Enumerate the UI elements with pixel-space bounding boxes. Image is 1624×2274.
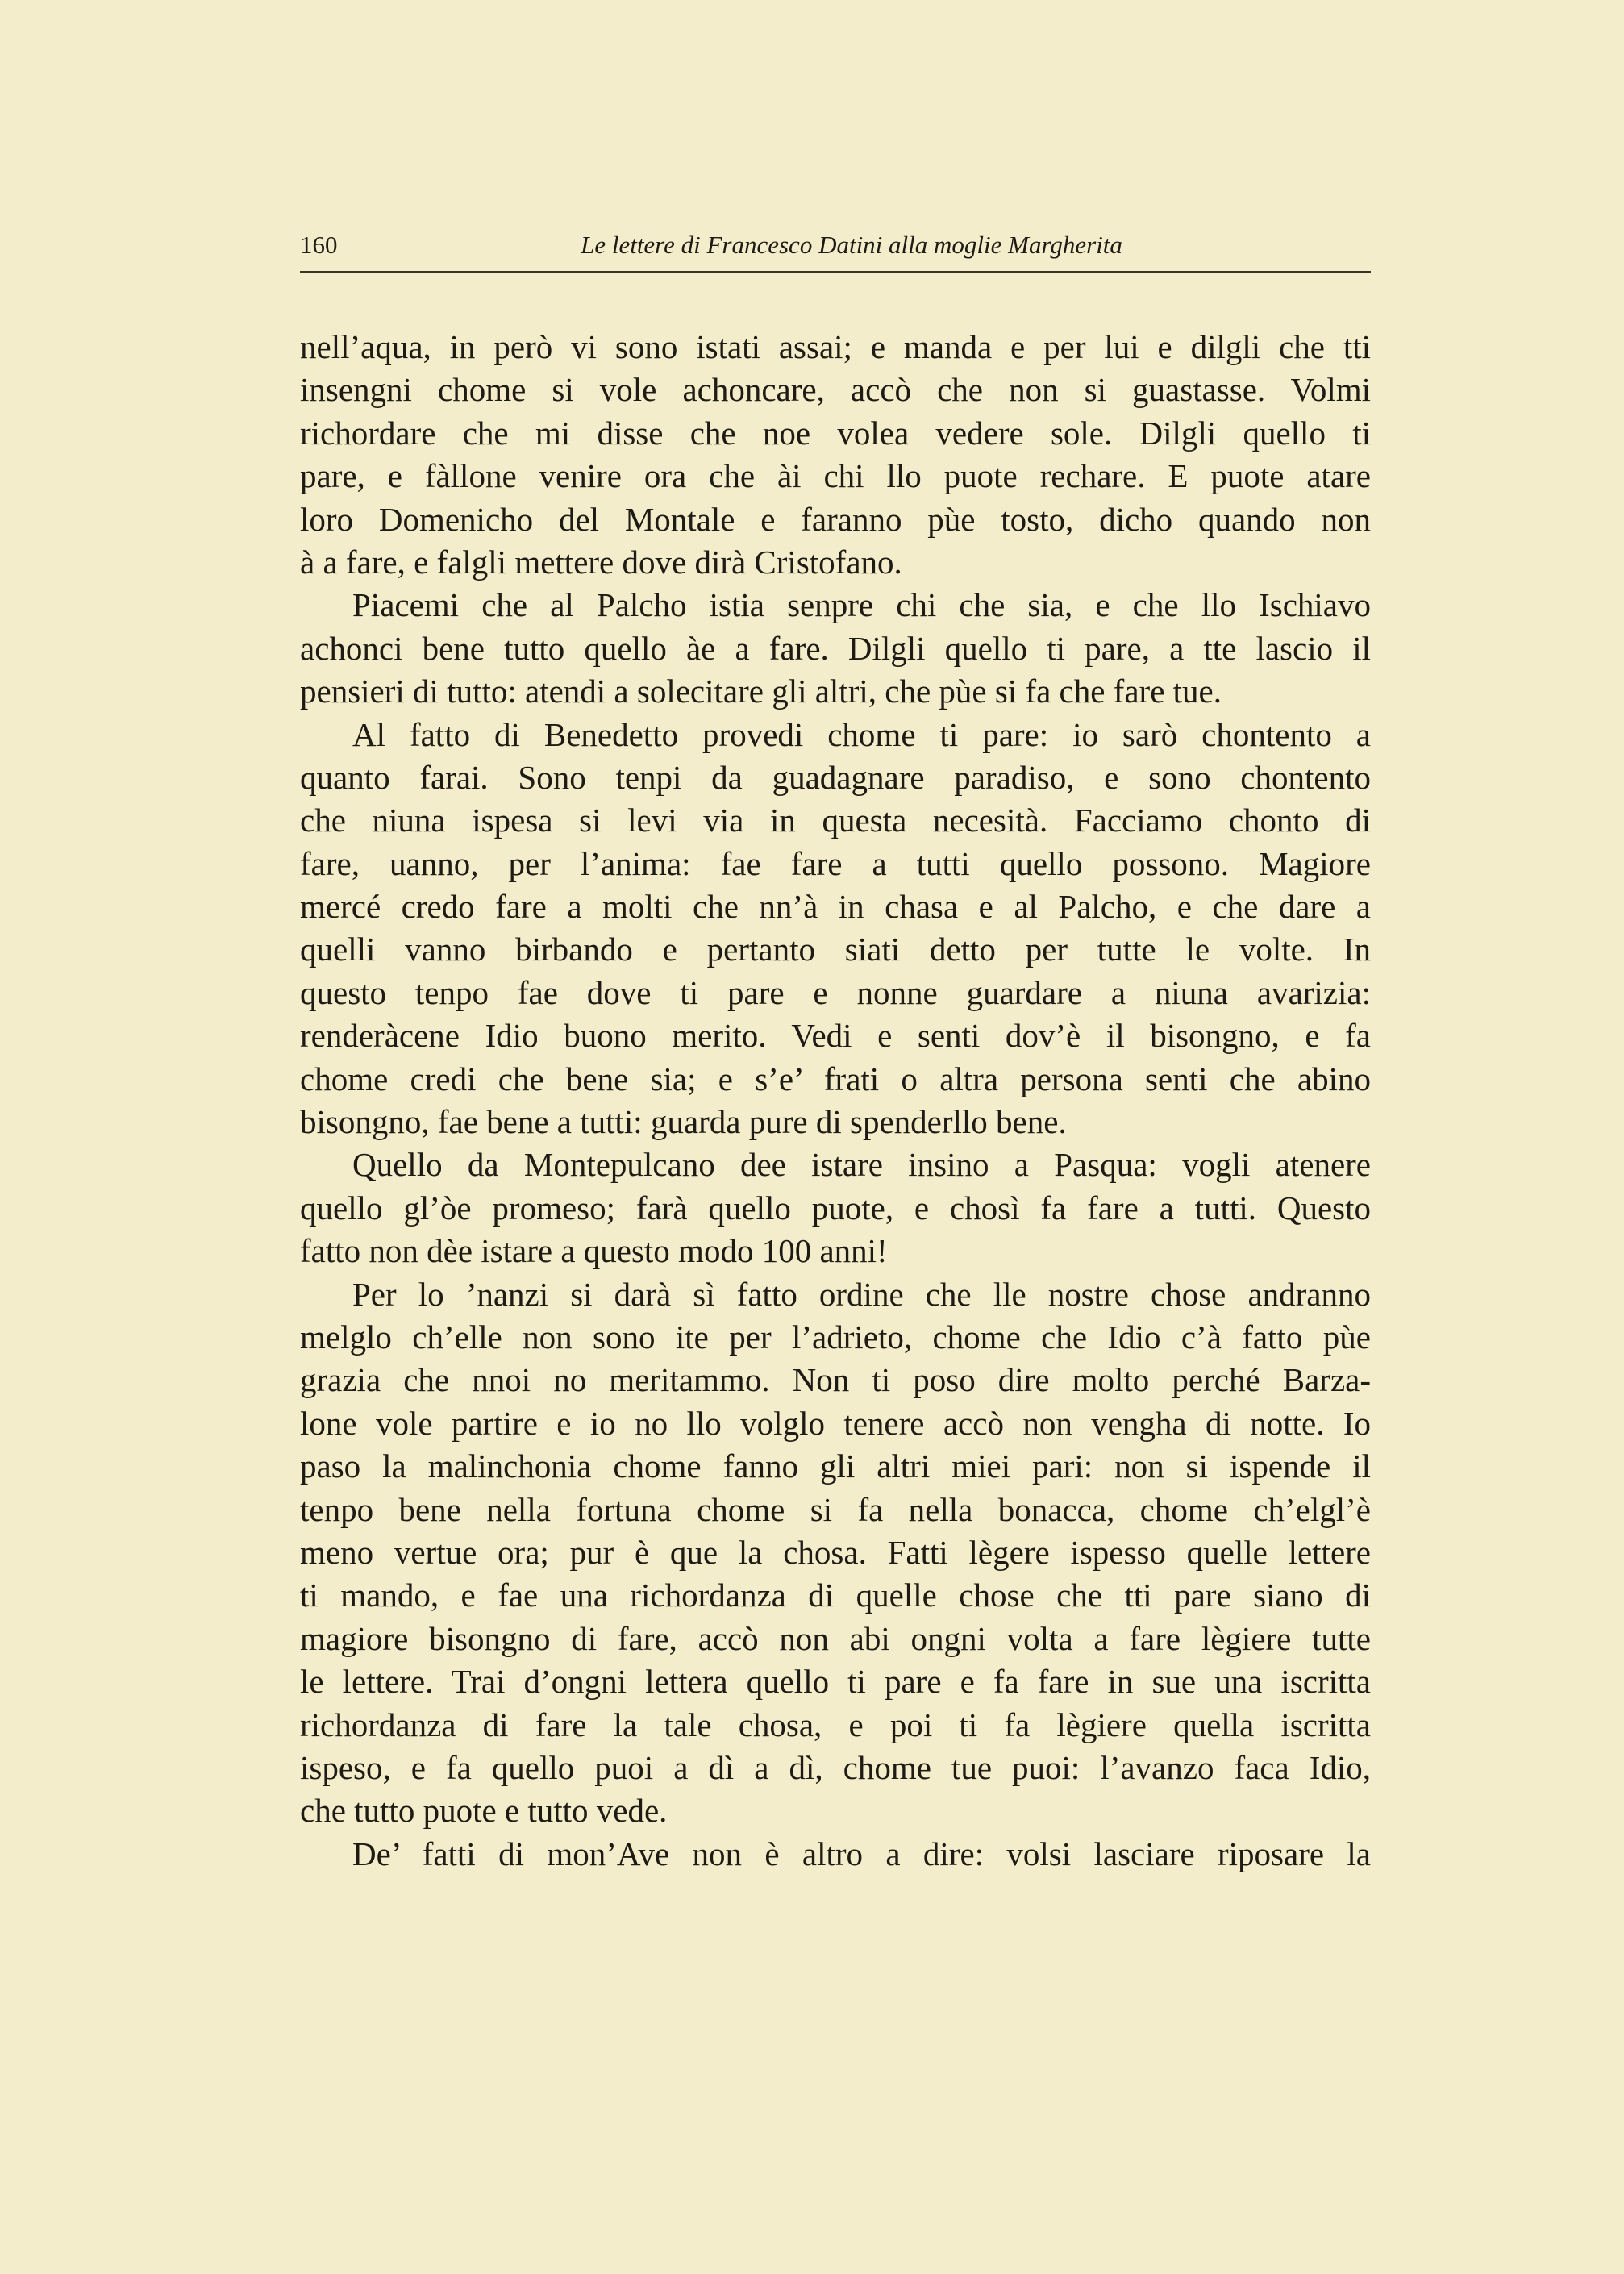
- text-line: chome credi che bene sia; e s’e’ frati o altra persona senti che abino: [300, 1060, 1371, 1097]
- text-line: achonci bene tutto quello àe a fare. Dilgli quello ti pare, a tte lascio il: [300, 629, 1371, 667]
- text-line: questo tenpo fae dove ti pare e nonne guardare a niuna avarizia:: [300, 973, 1371, 1011]
- text-line: pensieri di tutto: atendi a solecitare gli altri, che pùe si fa che fare tue.: [300, 673, 1222, 710]
- text-line: Per lo ’nanzi si darà sì fatto ordine che lle nostre chose andranno: [352, 1275, 1371, 1313]
- body-text: [300, 326, 1371, 1876]
- text-line: grazia che nnoi no meritammo. Non ti poso dire molto perché Barza-: [300, 1361, 1371, 1399]
- page-number: 160: [300, 231, 338, 259]
- text-line: Al fatto di Benedetto provedi chome ti pare: io sarò chontento a: [352, 715, 1371, 753]
- text-line: quelli vanno birbando e pertanto siati detto per tutte le volte. In: [300, 931, 1371, 968]
- text-line: che tutto puote e tutto vede.: [300, 1792, 668, 1830]
- text-line: meno vertue ora; pur è que la chosa. Fatti lègere ispesso quelle lettere: [300, 1533, 1371, 1571]
- text-line: quello gl’òe promeso; farà quello puote, e chosì fa fare a tutti. Questo: [300, 1189, 1371, 1227]
- text-line: lone vole partire e io no llo volglo tenere accò non vengha di notte. Io: [300, 1404, 1371, 1442]
- text-line: pare, e fàllone venire ora che ài chi llo puote rechare. E puote atare: [300, 457, 1371, 495]
- text-line: paso la malinchonia chome fanno gli altri miei pari: non si ispende il: [300, 1447, 1371, 1485]
- text-line: le lettere. Trai d’ongni lettera quello ti pare e fa fare in sue una iscritta: [300, 1663, 1371, 1701]
- text-line: De’ fatti di mon’Ave non è altro a dire: volsi lasciare riposare la: [352, 1835, 1371, 1872]
- text-line: richordare che mi disse che noe volea vedere sole. Dilgli quello ti: [300, 414, 1371, 452]
- paragraph: [300, 326, 1371, 584]
- text-line: che niuna ispesa si levi via in questa necesità. Facciamo chonto di: [300, 802, 1371, 839]
- text-line: renderàcene Idio buono merito. Vedi e senti dov’è il bisongno, e fa: [300, 1017, 1371, 1055]
- text-line: nell’aqua, in però vi sono istati assai; e manda e per lui e dilgli che tti: [300, 328, 1371, 365]
- text-line: magiore bisongno di fare, accò non abi ongni volta a fare lègiere tutte: [300, 1619, 1371, 1657]
- text-line: bisongno, fae bene a tutti: guarda pure di spenderllo bene.: [300, 1103, 1067, 1141]
- text-line: melglo ch’elle non sono ite per l’adrieto, chome che Idio c’à fatto pùe: [300, 1318, 1371, 1356]
- paragraph: [300, 1273, 1371, 1833]
- paragraph: [300, 714, 1371, 1144]
- text-line: mercé credo fare a molti che nn’à in chasa e al Palcho, e che dare a: [300, 888, 1371, 926]
- text-line: richordanza di fare la tale chosa, e poi ti fa lègiere quella iscritta: [300, 1706, 1371, 1743]
- text-line: quanto farai. Sono tenpi da guadagnare paradiso, e sono chontento: [300, 758, 1371, 796]
- paragraph: [300, 584, 1371, 713]
- text-line: à a fare, e falgli mettere dove dirà Cristofano.: [300, 543, 902, 581]
- text-line: fatto non dèe istare a questo modo 100 anni!: [300, 1232, 888, 1270]
- paragraph: [300, 1143, 1371, 1272]
- text-line: ispeso, e fa quello puoi a dì a dì, chome tue puoi: l’avanzo faca Idio,: [300, 1748, 1371, 1786]
- paragraph: [300, 1833, 1371, 1876]
- text-line: insengni chome si vole achoncare, accò che non si guastasse. Volmi: [300, 371, 1371, 409]
- text-line: fare, uanno, per l’anima: fae fare a tutti quello possono. Magiore: [300, 844, 1371, 882]
- text-line: ti mando, e fae una richordanza di quelle chose che tti pare siano di: [300, 1576, 1371, 1614]
- running-header: [300, 231, 1371, 266]
- text-line: Piacemi che al Palcho istia senpre chi che sia, e che llo Ischiavo: [352, 586, 1371, 624]
- text-line: tenpo bene nella fortuna chome si fa nella bonacca, chome ch’elgl’è: [300, 1490, 1371, 1528]
- text-line: Quello da Montepulcano dee istare insino a Pasqua: vogli atenere: [352, 1146, 1371, 1184]
- running-title: Le lettere di Francesco Datini alla moglie Margherita: [581, 231, 1122, 259]
- header-rule: [300, 271, 1371, 273]
- text-line: loro Domenicho del Montale e faranno pùe tosto, dicho quando non: [300, 500, 1371, 538]
